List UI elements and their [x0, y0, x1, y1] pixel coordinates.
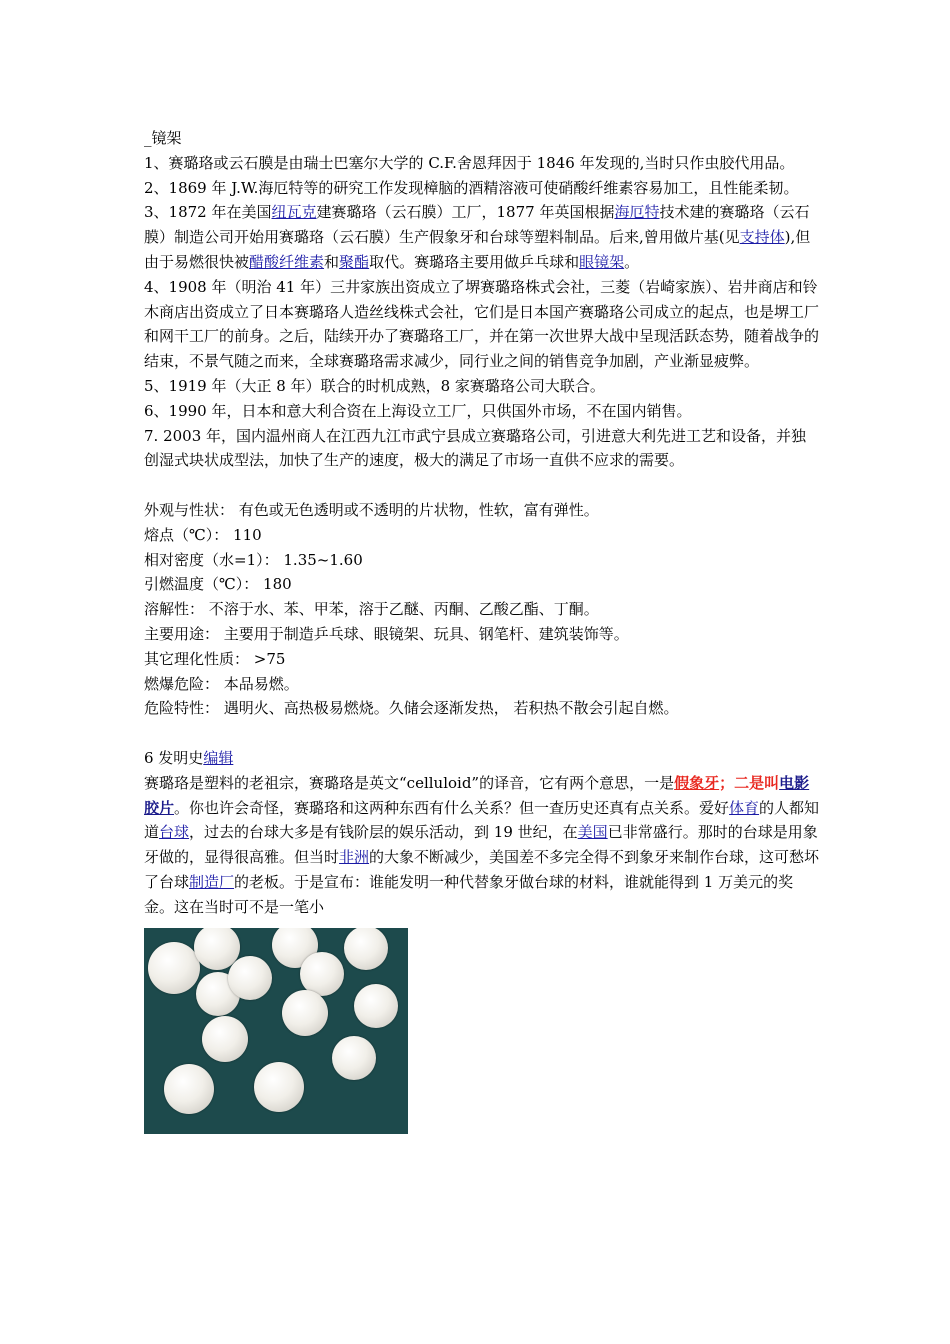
- ball: [344, 928, 388, 970]
- prop-solubility: 溶解性： 不溶于水、苯、甲苯，溶于乙醚、丙酮、乙酸乙酯、丁酮。: [144, 600, 599, 619]
- link-africa[interactable]: 非洲: [339, 848, 370, 867]
- edit-link[interactable]: 编辑: [203, 748, 234, 767]
- link-usa[interactable]: 美国: [577, 823, 608, 842]
- ball: [332, 1036, 376, 1080]
- prop-other: 其它理化性质： >75: [144, 649, 286, 668]
- ball: [300, 952, 344, 996]
- link-billiards[interactable]: 台球: [159, 823, 190, 842]
- doc-header: _镜架: [144, 129, 182, 147]
- section-body: 赛璐珞是塑料的老祖宗，赛璐珞是英文“celluloid”的译音，它有两个意思，一是假象牙；二是叫电影胶片。你也许会奇怪，赛璐珞和这两种东西有什么关系？但一查历史还真有点关系。爱好体育的人都知道台球，过去的台球大多是有钱阶层的娱乐活动，到 19 世纪，在美国已非常盛行。那时的台球是用象牙做的，显得很高雅。但当时非洲的大象不断减少，美国差不多完全得不到象牙来制作台球，这可愁坏了台球制造厂的老板。于是宣布：谁能发明一种代替象牙做台球的材料，谁就能得到 1 万美元的奖金。这在当时可不是一笔小: [144, 773, 820, 916]
- spacer: [144, 721, 820, 746]
- ping-pong-balls-photo: [144, 928, 408, 1134]
- link-newark[interactable]: 纽瓦克: [271, 203, 317, 222]
- ball: [254, 1062, 304, 1112]
- history-item-1: 1、赛璐珞或云石膜是由瑞士巴塞尔大学的 C.F.舍恩拜因于 1846 年发现的,当时只作虫胶代用品。: [144, 153, 795, 172]
- history-item-2: 2、1869 年 J.W.海厄特等的研究工作发现樟脑的酒精溶液可使硝酸纤维素容易加工，且性能柔韧。: [144, 178, 799, 197]
- link-film[interactable]: 电影胶片: [144, 773, 810, 817]
- prop-ignition-temp: 引燃温度（℃）： 180: [144, 575, 292, 594]
- link-hyatt[interactable]: 海厄特: [614, 203, 660, 222]
- link-polyester[interactable]: 聚酯: [339, 252, 370, 271]
- section-heading: 6 发明史编辑: [144, 748, 234, 767]
- prop-melting-point: 熔点（℃）： 110: [144, 525, 262, 544]
- prop-hazard: 危险特性： 遇明火、高热极易燃烧。久储会逐渐发热， 若积热不散会引起自燃。: [144, 699, 679, 718]
- link-factory[interactable]: 制造厂: [189, 872, 235, 891]
- prop-explosion-hazard: 燃爆危险： 本品易燃。: [144, 674, 299, 693]
- ball: [148, 942, 200, 994]
- link-cellulose-acetate[interactable]: 醋酸纤维素: [249, 252, 325, 271]
- history-item-3: 3、1872 年在美国纽瓦克建赛璐珞（云石膜）工厂，1877 年英国根据海厄特技术建的赛璐珞（云石膜）制造公司开始用赛璐珞（云石膜）生产假象牙和台球等塑料制品。后来,曾用做片基(见支持体),但由于易燃很快被醋酸纤维素和聚酯取代。赛璐珞主要用做乒乓球和眼镜架。: [144, 203, 811, 271]
- document-page: [144, 126, 820, 1134]
- history-item-7: 7. 2003 年，国内温州商人在江西九江市武宁县成立赛璐珞公司，引进意大利先进工艺和设备，并独创湿式块状成型法，加快了生产的速度，极大的满足了市场一直供不应求的需要。: [144, 426, 807, 470]
- history-item-5: 5、1919 年（大正 8 年）联合的时机成熟，8 家赛璐珞公司大联合。: [144, 376, 605, 395]
- ball: [228, 956, 272, 1000]
- ball: [164, 1064, 214, 1114]
- spacer: [144, 473, 820, 498]
- link-sports[interactable]: 体育: [729, 798, 760, 817]
- link-eyeglass-frame[interactable]: 眼镜架: [579, 252, 625, 271]
- history-item-6: 6、1990 年，日本和意大利合资在上海设立工厂，只供国外市场，不在国内销售。: [144, 401, 692, 420]
- prop-appearance: 外观与性状： 有色或无色透明或不透明的片状物，性软，富有弹性。: [144, 500, 599, 519]
- ball: [354, 984, 398, 1028]
- prop-uses: 主要用途： 主要用于制造乒乓球、眼镜架、玩具、钢笔杆、建筑装饰等。: [144, 624, 629, 643]
- prop-density: 相对密度（水=1）： 1.35~1.60: [144, 550, 363, 569]
- ball: [282, 990, 328, 1036]
- ball: [202, 1016, 248, 1062]
- history-item-4: 4、1908 年（明治 41 年）三井家族出资成立了堺赛璐珞株式会社，三菱（岩崎家族）、岩井商店和铃木商店出资成立了日本赛璐珞人造丝线株式会社，它们是日本国产赛璐珞公司成立的起点，也是堺工厂和网干工厂的前身。之后，陆续开办了赛璐珞工厂，并在第一次世界大战中呈现活跃态势，随着战争的结束，不景气随之而来，全球赛璐珞需求减少，同行业之间的销售竞争加剧，产业渐显疲弊。: [144, 277, 820, 371]
- link-support[interactable]: 支持体: [739, 228, 785, 247]
- link-fake-ivory[interactable]: 假象牙: [674, 773, 720, 792]
